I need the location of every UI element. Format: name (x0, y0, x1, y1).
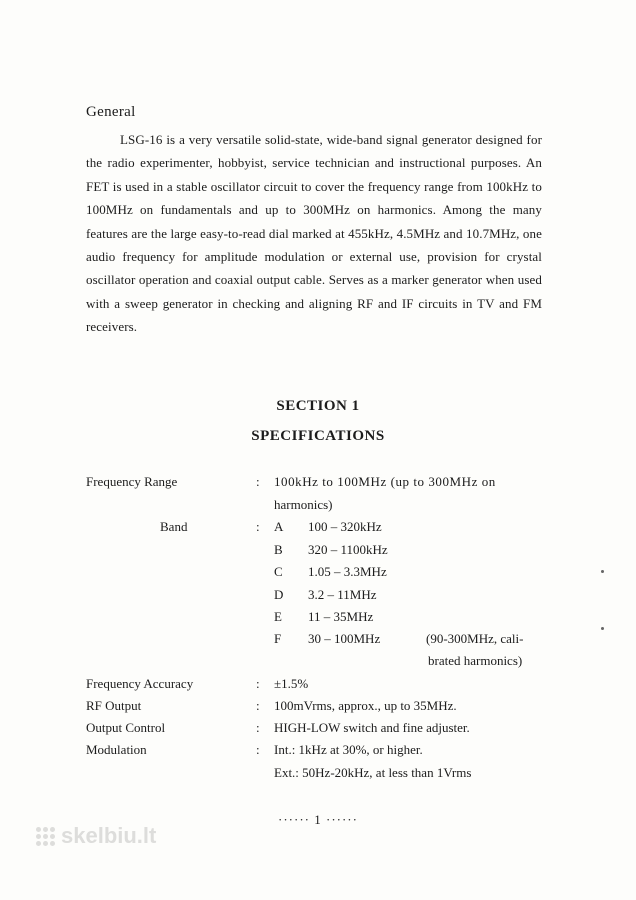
scan-speck (601, 627, 604, 630)
accuracy-value: ±1.5% (274, 676, 309, 691)
watermark (36, 823, 156, 849)
colon: : (256, 742, 260, 757)
colon: : (256, 676, 260, 691)
colon: : (256, 698, 260, 713)
band-range: 320 – 1100kHz (308, 542, 388, 557)
colon: : (256, 474, 260, 489)
section-number: SECTION 1 (276, 398, 360, 414)
rf-output-value: 100mVrms, approx., up to 35MHz. (274, 698, 457, 713)
freq-range-value-line2: harmonics) (274, 497, 333, 512)
band-letter: A (274, 519, 284, 534)
band-range: 30 – 100MHz (308, 631, 381, 646)
freq-range-value-line1 (274, 474, 542, 490)
band-f-note-line1: (90-300MHz, cali- (426, 631, 524, 646)
band-letter: B (274, 542, 283, 557)
band-label: Band (160, 519, 188, 534)
rf-output-label: RF Output (86, 698, 142, 713)
general-paragraph: LSG-16 is a very versatile solid-state, wide-band signal generator designed for the radio experimenter, hobbyist, service technician and instructional purposes. An FET is used in a stable oscillator circuit to cover the frequency range from 100kHz to 100MHz on fundamentals and up to 300MHz on harmonics. Among the many features are the large easy-to-read dial marked at 455kHz, 4.5MHz and 10.7MHz, one audio frequency for amplitude modulation or external use, provision for crystal oscillator operation and coaxial output cable. Serves as a marker generator when used with a sweep generator in checking and aligning RF and IF circuits in TV and FM receivers. (86, 132, 542, 335)
modulation-int: Int.: 1kHz at 30%, or higher. (274, 742, 423, 757)
modulation-label: Modulation (86, 742, 147, 757)
watermark-text: skelbiu.lt (61, 823, 157, 848)
band-letter: E (274, 609, 282, 624)
output-control-value: HIGH-LOW switch and fine adjuster. (274, 720, 470, 735)
band-range: 100 – 320kHz (308, 519, 382, 534)
section-title: SPECIFICATIONS (251, 428, 385, 444)
accuracy-label: Frequency Accuracy (86, 676, 194, 691)
freq-range-value-text: 100kHz to 100MHz (up to 300MHz on (274, 474, 496, 489)
watermark-dots-icon (36, 827, 55, 846)
band-f-note-line2: brated harmonics) (428, 653, 523, 668)
output-control-label: Output Control (86, 720, 166, 735)
freq-range-label: Frequency Range (86, 474, 178, 489)
band-letter: C (274, 564, 283, 579)
colon: : (256, 720, 260, 735)
general-heading: General (86, 104, 136, 120)
band-letter: F (274, 631, 282, 646)
band-range: 3.2 – 11MHz (308, 587, 377, 602)
scan-speck (601, 570, 604, 573)
band-range: 11 – 35MHz (308, 609, 374, 624)
band-range: 1.05 – 3.3MHz (308, 564, 387, 579)
band-letter: D (274, 587, 284, 602)
colon: : (256, 519, 260, 534)
modulation-ext: Ext.: 50Hz-20kHz, at less than 1Vrms (274, 765, 472, 780)
page-number: ······ 1 ······ (278, 812, 358, 827)
